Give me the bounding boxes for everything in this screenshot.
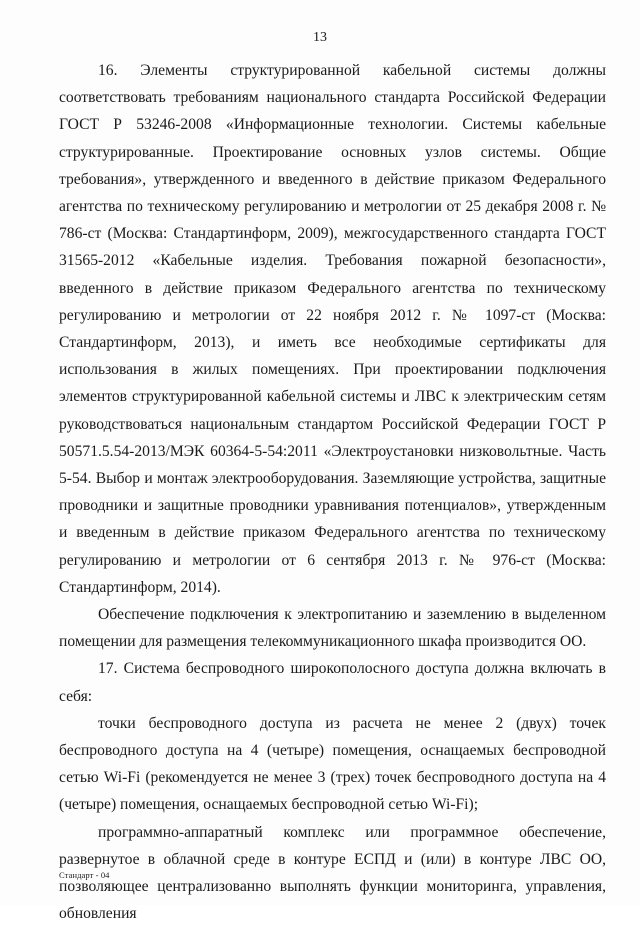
paragraph-16: 16. Элементы структурированной кабельной системы должны соответствовать требованиям национального стандарта Российской Федерации ГОСТ Р 53246-2008 «Информационные технологии. Системы кабельные структурированные. Проектирование основных узлов системы. Общие требования», утвержденного и введенного в действие приказом Федерального агентства по техническому регулированию и метрологии от 25 декабря 2008 г. № 786-ст (Москва: Стандартинформ, 2009), межгосударственного стандарта ГОСТ 31565-2012 «Кабельные изделия. Требования пожарной безопасности», введенного в действие приказом Федерального агентства по техническому регулированию и метрологии от 22 ноября 2012 г. № 1097-ст (Москва: Стандартинформ, 2013), и иметь все необходимые сертификаты для использования в жилых помещениях. При проектировании подключения элементов структурированной кабельной системы и ЛВС к электрическим сетям руководствоваться национальным стандартом Российской Федерации ГОСТ Р 50571.5.54-2013/МЭК 60364-5-54:2011 «Электроустановки низковольтные. Часть 5-54. Выбор и монтаж электрооборудования. Заземляющие устройства, защитные проводники и защитные проводники уравнивания потенциалов», утвержденным и введенным в действие приказом Федерального агентства по техническому регулированию и метрологии от 6 сентября 2013 г. № 976-ст (Москва: Стандартинформ, 2014). (59, 62, 606, 596)
paragraph-access-points: точки беспроводного доступа из расчета не менее 2 (двух) точек беспроводного доступа на 4 (четыре) помещения, оснащаемых беспроводной сетью Wi-Fi (рекомендуется не менее 3 (трех) точек беспроводного доступа на 4 (четыре) помещения, оснащаемых беспроводной сетью Wi-Fi); (59, 714, 606, 814)
page-number: 13 (313, 30, 327, 45)
paragraph-17: 17. Система беспроводного широкополосного доступа должна включать в себя: (59, 660, 606, 705)
paragraph-software-complex: программно-аппаратный комплекс или программное обеспечение, развернутое в облачной среде в контуре ЕСПД и (или) в контуре ЛВС ОО, позволяющее централизованно выполнять функции мониторинга, управления, обновления (59, 823, 606, 923)
document-body (59, 57, 606, 928)
paragraph-power-grounding: Обеспечение подключения к электропитанию и заземлению в выделенном помещении для размещения телекоммуникационного шкафа производится ОО. (59, 606, 606, 651)
page-footer: Стандарт - 04 (59, 870, 110, 880)
